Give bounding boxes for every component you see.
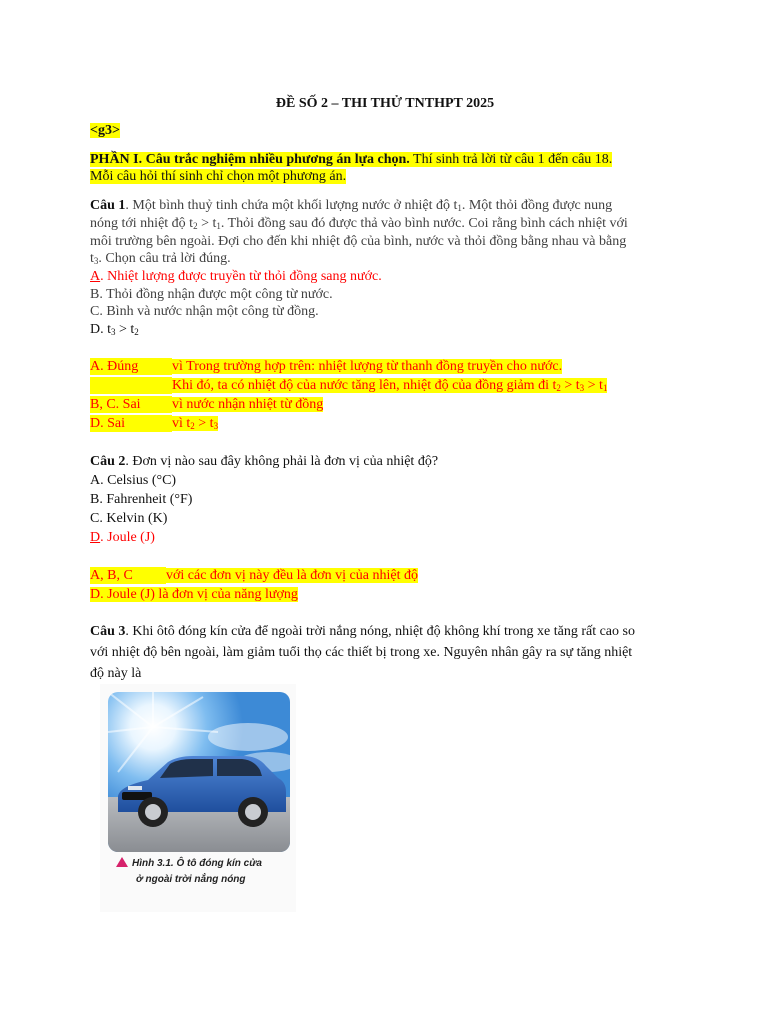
part-instruction-2: Mỗi câu hỏi thí sinh chỉ chọn một phương án.: [90, 169, 347, 184]
q1-option-b: B. Thỏi đồng nhận được một công từ nước.: [90, 287, 333, 302]
q1-stem-line-1: Câu 1. Một bình thuỷ tinh chứa một khối lượng nước ở nhiệt độ $t_1$. Một thỏi đồng được nung: [90, 198, 613, 213]
q2-option-c: C. Kelvin (K): [90, 511, 168, 526]
triangle-icon: [116, 857, 128, 867]
q1-option-a: A. Nhiệt lượng được truyền từ thỏi đồng sang nước.: [90, 269, 382, 284]
car-in-sun-photo: [108, 692, 290, 852]
q2-option-a: A. Celsius (°C): [90, 473, 177, 488]
q1-explanation-1: A. Đúng vì Trong trường hợp trên: nhiệt lượng từ thanh đồng truyền cho nước.: [90, 359, 563, 374]
part-instruction-line: [90, 168, 346, 185]
q1-explanation-3: B, C. Sai vì nước nhận nhiệt từ đồng: [90, 397, 324, 412]
q1-option-d: D. $t_3 > t_2$: [90, 322, 139, 337]
q2-option-b: B. Fahrenheit (°F): [90, 492, 193, 507]
exam-title: ĐỀ SỐ 2 – THI THỬ TNTHPT 2025: [275, 96, 495, 111]
car-figure: [100, 684, 296, 912]
q1-stem-line-3: môi trường bên ngoài. Đợi cho đến khi nhiệt độ của bình, nước và thỏi đồng bằng nhau và bằng: [90, 234, 627, 249]
part-heading: PHẦN I. Câu trắc nghiệm nhiều phương án lựa chọn.: [90, 152, 410, 167]
q1-stem-line-4: $t_3$. Chọn câu trả lời đúng.: [90, 251, 231, 266]
q2-stem: Câu 2. Đơn vị nào sau đây không phải là đơn vị của nhiệt độ?: [90, 454, 439, 469]
q1-explanation-2: Khi đó, ta có nhiệt độ của nước tăng lên, nhiệt độ của đồng giảm đi $t_2 > t_3 > t_1$: [90, 377, 607, 394]
q1-explanation-4: D. Sai vì $t_2 > t_3$: [90, 416, 219, 431]
q1-option-c: C. Bình và nước nhận một công từ đồng.: [90, 304, 319, 319]
part-instruction-1: Thí sinh trả lời từ câu 1 đến câu 18.: [409, 152, 613, 167]
q2-option-d: D. Joule (J): [90, 530, 155, 545]
section-tag: <g3>: [90, 123, 120, 138]
q3-stem-line-3: độ này là: [90, 666, 142, 681]
car-illustration: [108, 692, 290, 852]
q1-label: Câu 1: [90, 198, 126, 213]
q2-label: Câu 2: [90, 454, 126, 469]
q3-stem-line-2: với nhiệt độ bên ngoài, làm giảm tuổi thọ các thiết bị trong xe. Nguyên nhân gây ra sự tăng nhiệt: [90, 645, 633, 660]
q2-explanation-2: D. Joule (J) là đơn vị của năng lượng: [90, 587, 298, 602]
figure-caption: Hình 3.1. Ô tô đóng kín cửa ở ngoài trời nắng nóng: [116, 856, 292, 888]
part-heading-line: [90, 151, 612, 168]
q2-explanation-1: A, B, C với các đơn vị này đều là đơn vị của nhiệt độ: [90, 568, 418, 583]
q1-stem-line-2: nóng tới nhiệt độ $t_2 > t_1$. Thỏi đồng sau đó được thả vào bình nước. Coi rằng bình cách nhiệt với: [90, 216, 628, 231]
q3-stem-line-1: Câu 3. Khi ôtô đóng kín cửa để ngoài trời nắng nóng, nhiệt độ không khí trong xe tăng rất cao so: [90, 624, 635, 639]
q3-label: Câu 3: [90, 624, 126, 639]
